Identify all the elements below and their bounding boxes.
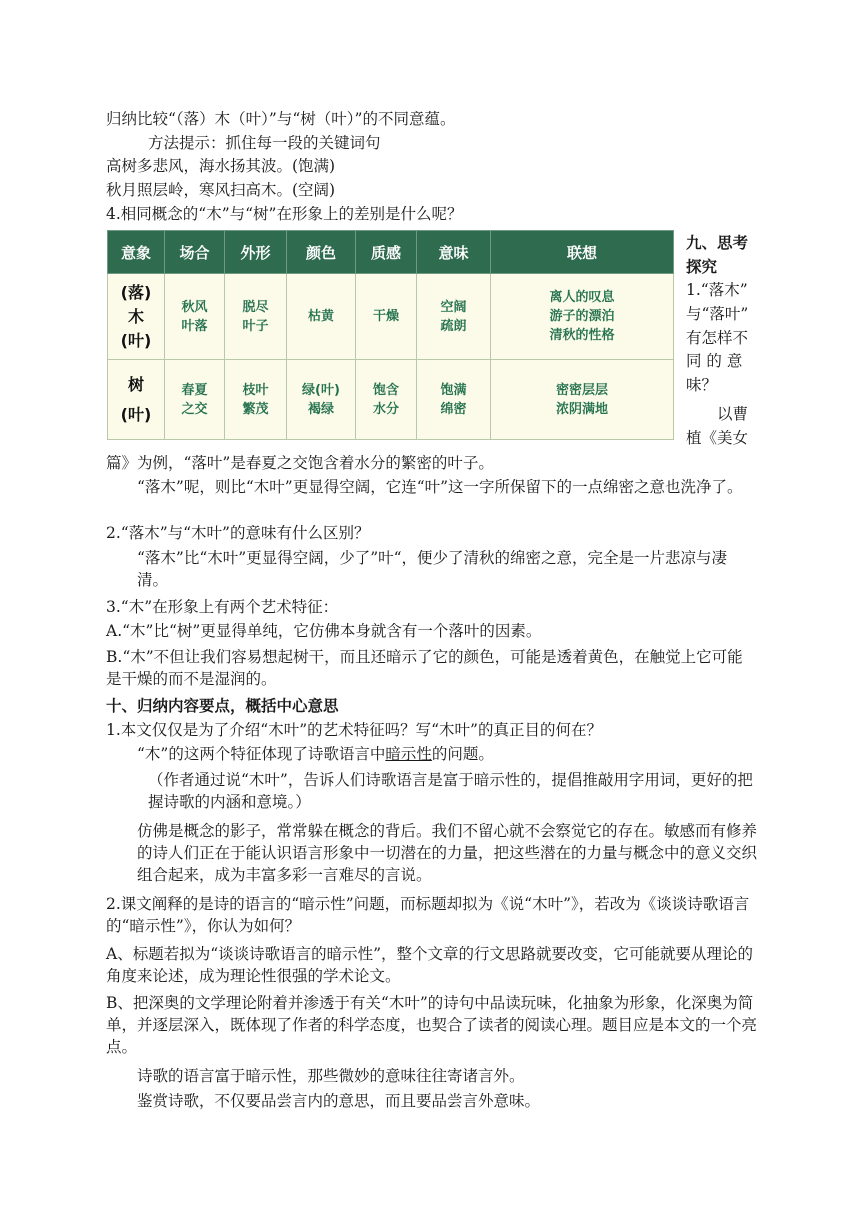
cell-text: 离人的叹息 (549, 290, 615, 305)
question-1: 1.本文仅仅是为了介绍“木叶”的艺术特征吗？写“木叶”的真正目的何在？ (106, 721, 602, 739)
table-cell (287, 360, 356, 440)
question-2: 2.“落木”与“木叶”的意味有什么区别？ (106, 524, 370, 542)
cell-text: 繁茂 (242, 401, 269, 417)
question-2b: 2.课文阐释的是诗的语言的“暗示性”问题，而标题却拟为《说“木叶”》，若改为《谈谈诗歌语言的“暗示性”》，你认为如何？ (106, 895, 750, 935)
side-text: 与“落叶” (686, 305, 749, 323)
row-head-text: (叶) (120, 330, 152, 350)
table-header-cell: 场合 (165, 231, 225, 274)
table-header-row (108, 231, 674, 274)
row-head-shu (108, 360, 165, 440)
cell-text: 绿(叶) (302, 382, 340, 398)
table-cell (417, 274, 491, 360)
cell-text: 脱尽 (242, 299, 269, 315)
row-head-text: (叶) (120, 404, 152, 424)
table-cell: 枯黄 (287, 274, 356, 360)
row-head-text: 树 (127, 374, 144, 394)
side-text: 以曹 (717, 405, 749, 423)
table-header-cell: 外形 (225, 231, 287, 274)
paragraph: “落木”比“木叶”更显得空阔，少了”叶“，便少了清秋的绵密之意，完全是一片悲凉与凄清。 (137, 549, 728, 589)
paragraph: 篇》为例，“落叶”是春夏之交饱含着水分的繁密的叶子。 (106, 454, 494, 472)
cell-text: 浓阴满地 (555, 401, 608, 417)
table-cell (491, 274, 674, 360)
cell-text: 饱含 (372, 382, 399, 398)
row-head-text: (落) (120, 282, 152, 302)
side-text: 植《美女 (686, 429, 749, 447)
cell-text: 游子的漂泊 (549, 309, 615, 324)
table-header-cell: 颜色 (287, 231, 356, 274)
table-cell (417, 360, 491, 440)
table-row (108, 274, 674, 360)
side-text: 味？ (686, 376, 718, 394)
method-tip: 方法提示：抓住每一段的关键词句 (148, 134, 381, 152)
table-cell (165, 360, 225, 440)
poem-line-1: 高树多悲风，海水扬其波。(饱满) (106, 157, 336, 175)
feature-b: B.“木”不但让我们容易想起树干，而且还暗示了它的颜色，可能是透着黄色，在触觉上它可能是干燥的而不是湿润的。 (106, 648, 743, 688)
cell-text: 疏朗 (440, 318, 467, 334)
answer-b: B、把深奥的文学理论附着并渗透于有关“木叶”的诗句中品读玩味，化抽象为形象，化深奥为简单，并逐层深入，既体现了作者的科学态度，也契合了读者的阅读心理。题目应是本文的一个亮点。 (106, 994, 758, 1056)
paragraph (106, 743, 756, 765)
comparison-table (107, 230, 674, 440)
table-header-cell: 意味 (417, 231, 491, 274)
table-cell (356, 360, 417, 440)
section-10-heading: 十、归纳内容要点，概括中心意思 (106, 697, 339, 715)
cell-text: 饱满 (440, 382, 467, 398)
paragraph: 仿佛是概念的影子，常常躲在概念的背后。我们不留心就不会察觉它的存在。敏感而有修养的诗人们正在于能认识语言形象中一切潜在的力量，把这些潜在的力量与概念中的意义交织组合起来，成为丰富多彩一言难尽的言说。 (137, 822, 758, 884)
paragraph: （作者通过说“木叶”，告诉人们诗歌语言是富于暗示性的，提倡推敲用字用词，更好的把握诗歌的内涵和意境。） (148, 771, 753, 811)
side-text: 有怎样不 (686, 329, 749, 347)
row-head-text: 木 (127, 306, 144, 326)
table-header-cell: 质感 (356, 231, 417, 274)
cell-text: 之交 (181, 401, 208, 417)
row-head-luomu (108, 274, 165, 360)
side-text: 1.“落木” (686, 281, 748, 299)
poem-line-2: 秋月照层岭，寒风扫高木。(空阔) (106, 181, 336, 199)
side-text: 同 的 意 (686, 352, 743, 370)
underlined-term: 暗示性 (385, 745, 432, 763)
table-cell (225, 274, 287, 360)
section-9-heading-cont: 探究 (686, 258, 718, 276)
cell-text: 枝叶 (242, 382, 269, 398)
table-header-cell: 联想 (491, 231, 674, 274)
paragraph: 鉴赏诗歌，不仅要品尝言内的意思，而且要品尝言外意味。 (137, 1092, 541, 1110)
cell-text: 水分 (372, 401, 399, 417)
feature-a: A.“木”比“树”更显得单纯，它仿佛本身就含有一个落叶的因素。 (106, 622, 542, 640)
text-span: 的问题。 (431, 745, 494, 763)
question-4: 4.相同概念的“木”与“树”在形象上的差别是什么呢？ (106, 205, 463, 223)
table-cell: 干燥 (356, 274, 417, 360)
paragraph: 诗歌的语言富于暗示性，那些微妙的意味往往寄诸言外。 (137, 1067, 525, 1085)
table-row (108, 360, 674, 440)
section-9-heading: 九、思考 (686, 234, 749, 252)
table-cell (165, 274, 225, 360)
cell-text: 叶落 (181, 318, 208, 334)
table-cell (225, 360, 287, 440)
answer-a: A、标题若拟为“谈谈诗歌语言的暗示性”，整个文章的行文思路就要改变，它可能就要从理论的角度来论述，成为理论性很强的学术论文。 (106, 945, 754, 985)
cell-text: 秋风 (181, 299, 208, 315)
intro-line: 归纳比较“（落）木（叶）”与“树（叶）”的不同意蕴。 (106, 110, 456, 128)
cell-text: 绵密 (440, 401, 467, 417)
cell-text: 密密层层 (555, 382, 608, 398)
paragraph: “落木”呢，则比“木叶”更显得空阔，它连“叶”这一字所保留下的一点绵密之意也洗净了。 (137, 478, 743, 496)
cell-text: 褐绿 (307, 401, 334, 417)
table-header-cell: 意象 (108, 231, 165, 274)
table-cell (491, 360, 674, 440)
question-3: 3.“木”在形象上有两个艺术特征： (106, 598, 339, 616)
cell-text: 空阔 (440, 299, 467, 315)
text-span: “木”的这两个特征体现了诗歌语言中 (137, 745, 386, 763)
cell-text: 叶子 (242, 318, 269, 334)
cell-text: 春夏 (181, 382, 208, 398)
cell-text: 清秋的性格 (549, 328, 615, 343)
